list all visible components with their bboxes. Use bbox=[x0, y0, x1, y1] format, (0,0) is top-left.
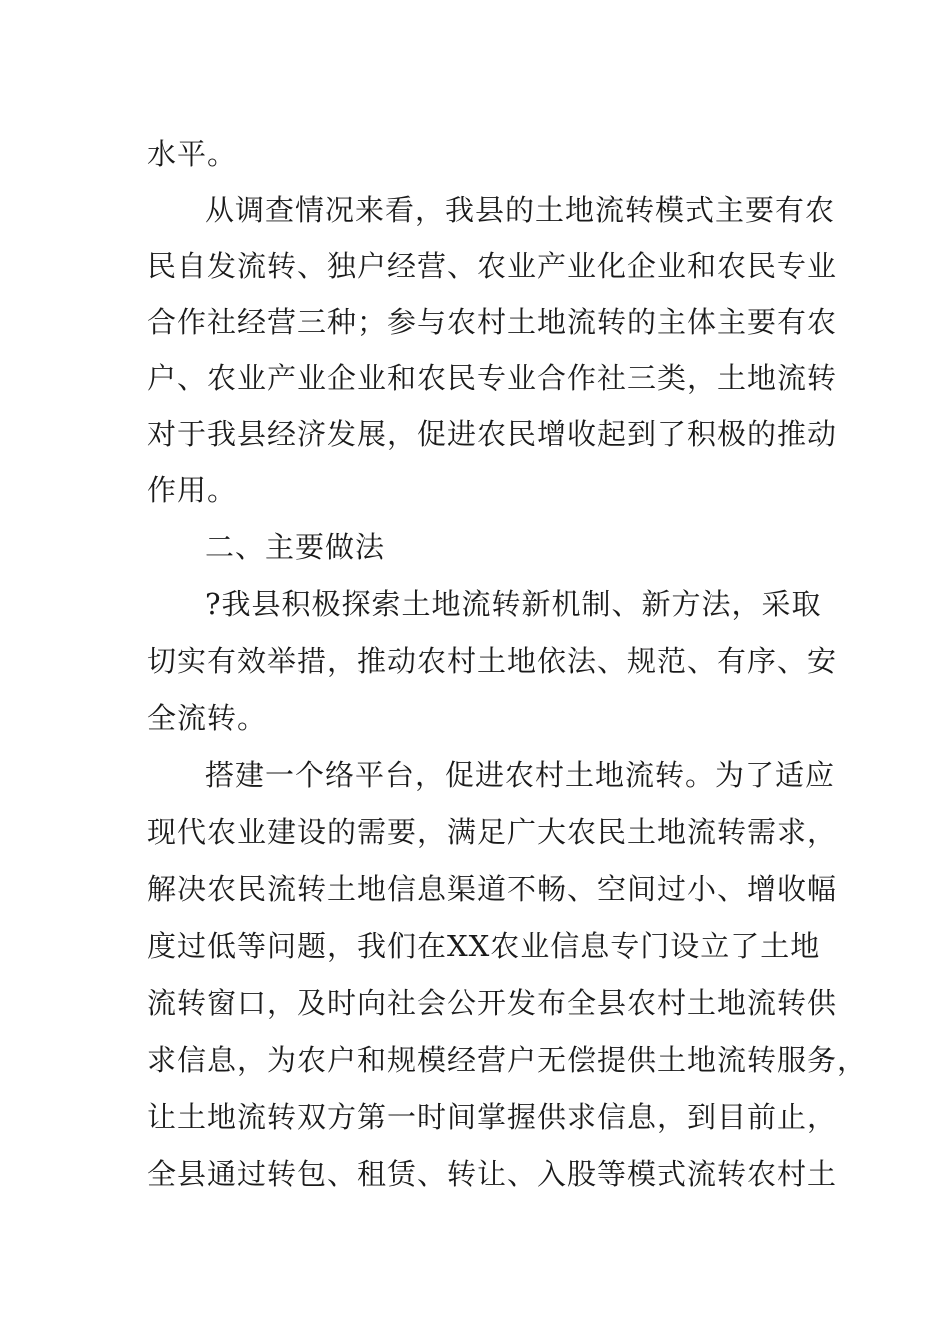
text-line: 流转窗口，及时向社会公开发布全县农村土地流转供 bbox=[147, 986, 838, 1020]
text-line: 水平。 bbox=[147, 137, 238, 171]
text-line: 全县通过转包、租赁、转让、入股等模式流转农村土 bbox=[147, 1157, 838, 1191]
text-line: 切实有效举措，推动农村土地依法、规范、有序、安 bbox=[147, 644, 838, 678]
text-line: 全流转。 bbox=[147, 701, 268, 735]
text-line: 求信息，为农户和规模经营户无偿提供土地流转服务， bbox=[147, 1043, 868, 1077]
text-line: 度过低等问题，我们在XX农业信息专门设立了土地 bbox=[147, 929, 821, 963]
paragraph-first-line: 从调查情况来看，我县的土地流转模式主要有农 bbox=[205, 193, 836, 227]
text-line: 合作社经营三种；参与农村土地流转的主体主要有农 bbox=[147, 305, 838, 339]
text-line: 作用。 bbox=[147, 473, 238, 507]
text-line: 现代农业建设的需要，满足广大农民土地流转需求， bbox=[147, 815, 838, 849]
text-line: 户、农业产业企业和农民专业合作社三类，土地流转 bbox=[147, 361, 838, 395]
text-line: 让土地流转双方第一时间掌握供求信息，到目前止， bbox=[147, 1100, 838, 1134]
text-line: 对于我县经济发展，促进农民增收起到了积极的推动 bbox=[147, 417, 838, 451]
paragraph-first-line: ?我县积极探索土地流转新机制、新方法，采取 bbox=[205, 587, 822, 621]
section-heading: 二、主要做法 bbox=[205, 530, 386, 564]
text-line: 解决农民流转土地信息渠道不畅、空间过小、增收幅 bbox=[147, 872, 838, 906]
paragraph-first-line: 搭建一个络平台，促进农村土地流转。为了适应 bbox=[205, 758, 836, 792]
text-line: 民自发流转、独户经营、农业产业化企业和农民专业 bbox=[147, 249, 838, 283]
